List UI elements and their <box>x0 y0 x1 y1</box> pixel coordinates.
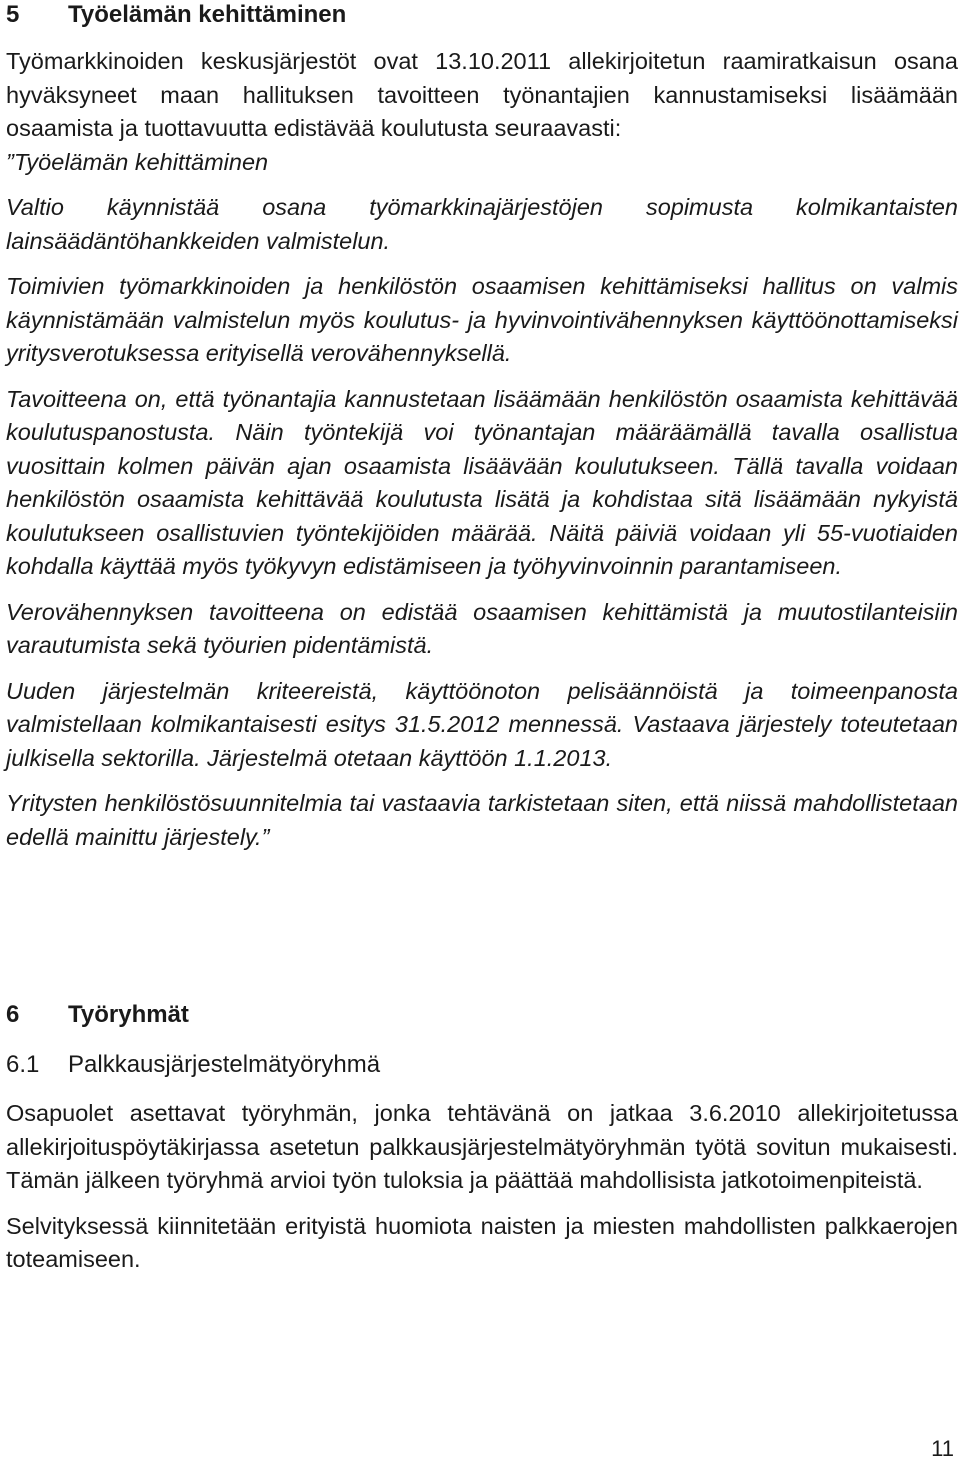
working-group-paragraph: Osapuolet asettavat työryhmän, jonka tehtävänä on jatkaa 3.6.2010 allekirjoitetussa allekirjoituspöytäkirjassa asetetun palkkausjärjestelmätyöryhmän työtä sovitun mukaisesti. Tämän jälkeen työryhmä arvioi työn tuloksia ja päättää mahdollisista jatkotoimenpiteistä. <box>6 1100 958 1193</box>
pay-gap-paragraph: Selvityksessä kiinnitetään erityistä huomiota naisten ja miesten mahdollisten palkkaerojen toteamiseen. <box>6 1212 958 1272</box>
section-5-body <box>6 45 958 854</box>
quote-paragraph-5: Uuden järjestelmän kriteereistä, käyttöönoton pelisäännöistä ja toimeenpanosta valmistellaan kolmikantaisesti esitys 31.5.2012 mennessä. Vastaava järjestely toteutetaan julkisella sektorilla. Järjestelmä otetaan käyttöön 1.1.2013. <box>6 677 958 771</box>
section-6-number: 6 <box>6 1001 20 1028</box>
section-6-1-title: Palkkausjärjestelmätyöryhmä <box>68 1051 381 1078</box>
section-6-1-body <box>6 1097 958 1277</box>
section-5-heading <box>6 0 958 30</box>
section-6-1-heading <box>6 1050 958 1080</box>
quote-paragraph-1: Valtio käynnistää osana työmarkkinajärjestöjen sopimusta kolmikantaisten lainsäädäntöhankkeiden valmistelun. <box>6 194 958 254</box>
section-6-title: Työryhmät <box>68 1001 189 1028</box>
quote-heading: ”Työelämän kehittäminen <box>6 148 269 175</box>
intro-paragraph: Työmarkkinoiden keskusjärjestöt ovat 13.10.2011 allekirjoitetun raamiratkaisun osana hyväksyneet maan hallituksen tavoitteen työnantajien kannustamiseksi lisäämään osaamista ja tuottavuutta edistävää koulutusta seuraavasti: <box>6 48 958 141</box>
quote-paragraph-3: Tavoitteena on, että työnantajia kannustetaan lisäämään henkilöstön osaamista kehittävää koulutuspanostusta. Näin työntekijä voi työnantajan määräämällä tavalla osallistua vuosittain kolmen päivän ajan osaamista lisäävään koulutukseen. Tällä tavalla voidaan henkilöstön osaamista kehittävää koulutusta lisätä ja kohdistaa sitä lisäämään nykyistä koulutukseen osallistuvien työntekijöiden määrää. Näitä päiviä voidaan yli 55-vuotiaiden kohdalla käyttää myös työkyvyn edistämiseen ja työhyvinvoinnin parantamiseen. <box>6 385 958 579</box>
quote-paragraph-2: Toimivien työmarkkinoiden ja henkilöstön osaamisen kehittämiseksi hallitus on valmis käynnistämään valmistelun myös koulutus- ja hyvinvointivähennyksen käyttöönottamiseksi yritysverotuksessa erityisellä verovähennyksellä. <box>6 273 958 366</box>
page-number: 11 <box>931 1436 954 1461</box>
quote-paragraph-4: Verovähennyksen tavoitteena on edistää osaamisen kehittämistä ja muutostilanteisiin varautumista sekä työurien pidentämistä. <box>6 598 958 658</box>
quote-paragraph-6: Yritysten henkilöstösuunnitelmia tai vastaavia tarkistetaan siten, että niissä mahdollistetaan edellä mainittu järjestely.” <box>6 790 958 850</box>
section-6-heading <box>6 1000 958 1030</box>
section-6-1-number: 6.1 <box>6 1051 40 1078</box>
section-5-number: 5 <box>6 1 20 28</box>
section-5-title: Työelämän kehittäminen <box>68 1 347 28</box>
